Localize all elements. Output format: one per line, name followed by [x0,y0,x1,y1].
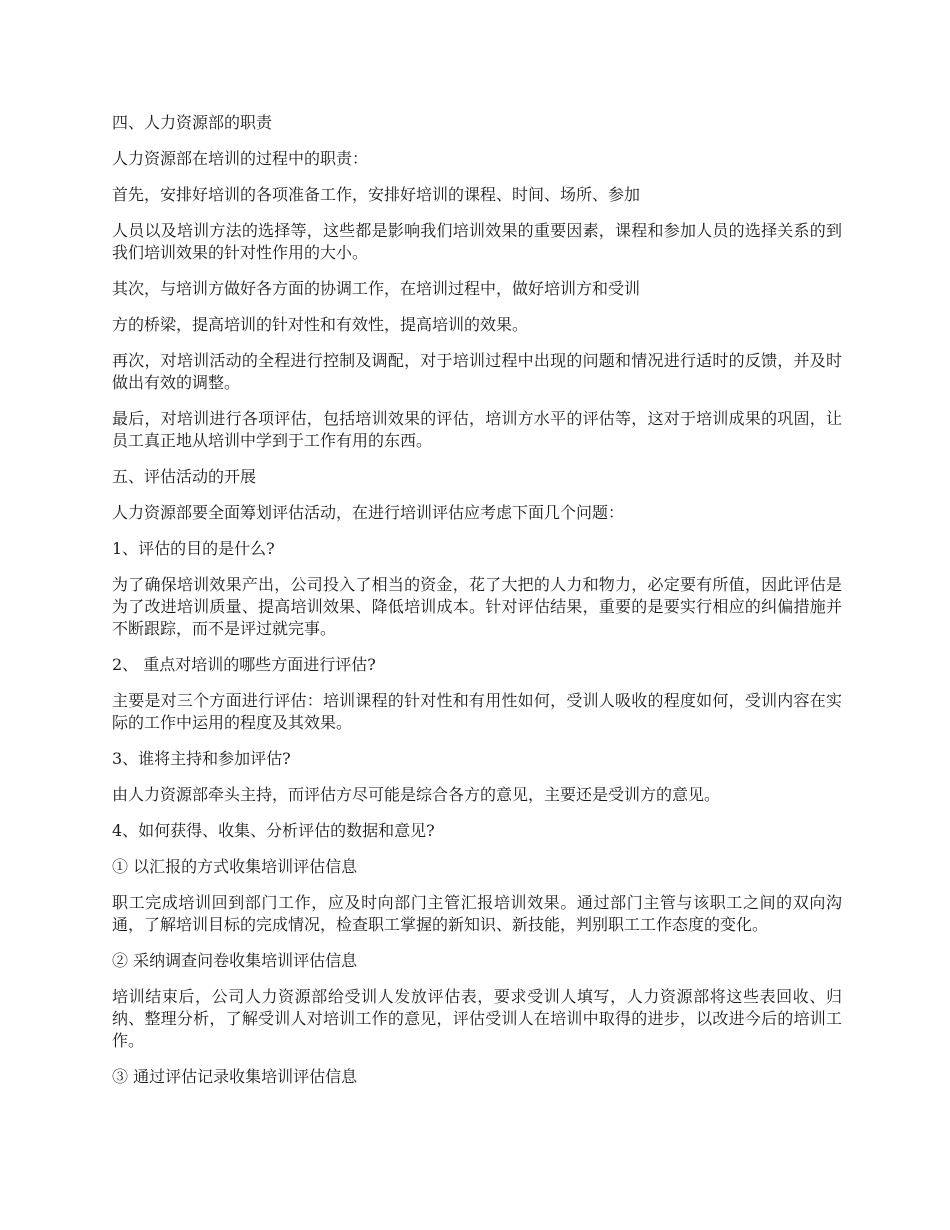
list-item-heading: ② 采纳调查问卷收集培训评估信息 [112,951,358,970]
list-item-heading: ③ 通过评估记录收集培训评估信息 [112,1067,358,1086]
section-heading-evaluation: 五、评估活动的开展 [112,467,257,486]
paragraph: 人力资源部要全面筹划评估活动，在进行培训评估应考虑下面几个问题： [112,503,625,522]
question-heading: 2、 重点对培训的哪些方面进行评估? [112,655,376,674]
paragraph: 人力资源部在培训的过程中的职责： [112,149,369,168]
paragraph: 最后，对培训进行各项评估，包括培训效果的评估，培训方水平的评估等，这对于培训成果的巩固，让员工真正地从培训中学到于工作有用的东西。 [112,409,842,450]
paragraph: 主要是对三个方面进行评估：培训课程的针对性和有用性如何，受训人吸收的程度如何，受训内容在实际的工作中运用的程度及其效果。 [112,691,842,732]
paragraph: 培训结束后，公司人力资源部给受训人发放评估表，要求受训人填写，人力资源部将这些表回收、归纳、整理分析，了解受训人对培训工作的意见，评估受训人在培训中取得的进步，以改进今后的培训工作。 [112,987,842,1050]
list-item-heading: ① 以汇报的方式收集培训评估信息 [112,857,358,876]
document-body [112,112,842,1102]
paragraph: 再次，对培训活动的全程进行控制及调配，对于培训过程中出现的问题和情况进行适时的反馈，并及时做出有效的调整。 [112,351,842,392]
paragraph: 方的桥梁，提高培训的针对性和有效性，提高培训的效果。 [112,315,529,334]
paragraph: 人员以及培训方法的选择等，这些都是影响我们培训效果的重要因素，课程和参加人员的选择关系的到我们培训效果的针对性作用的大小。 [112,221,842,262]
section-heading-hr-duties: 四、人力资源部的职责 [112,113,273,132]
question-heading: 1、评估的目的是什么? [112,539,275,558]
paragraph: 职工完成培训回到部门工作，应及时向部门主管汇报培训效果。通过部门主管与该职工之间的双向沟通，了解培训目标的完成情况，检查职工掌握的新知识、新技能，判别职工工作态度的变化。 [112,893,842,934]
paragraph: 其次，与培训方做好各方面的协调工作，在培训过程中，做好培训方和受训 [112,279,641,298]
question-heading: 3、谁将主持和参加评估? [112,749,291,768]
paragraph: 为了确保培训效果产出，公司投入了相当的资金，花了大把的人力和物力，必定要有所值，因此评估是为了改进培训质量、提高培训效果、降低培训成本。针对评估结果，重要的是要实行相应的纠偏措施并不断跟踪，而不是评过就完事。 [112,575,842,638]
question-heading: 4、如何获得、收集、分析评估的数据和意见? [112,821,435,840]
paragraph: 由人力资源部牵头主持，而评估方尽可能是综合各方的意见，主要还是受训方的意见。 [112,785,721,804]
paragraph: 首先，安排好培训的各项准备工作，安排好培训的课程、时间、场所、参加 [112,185,641,204]
